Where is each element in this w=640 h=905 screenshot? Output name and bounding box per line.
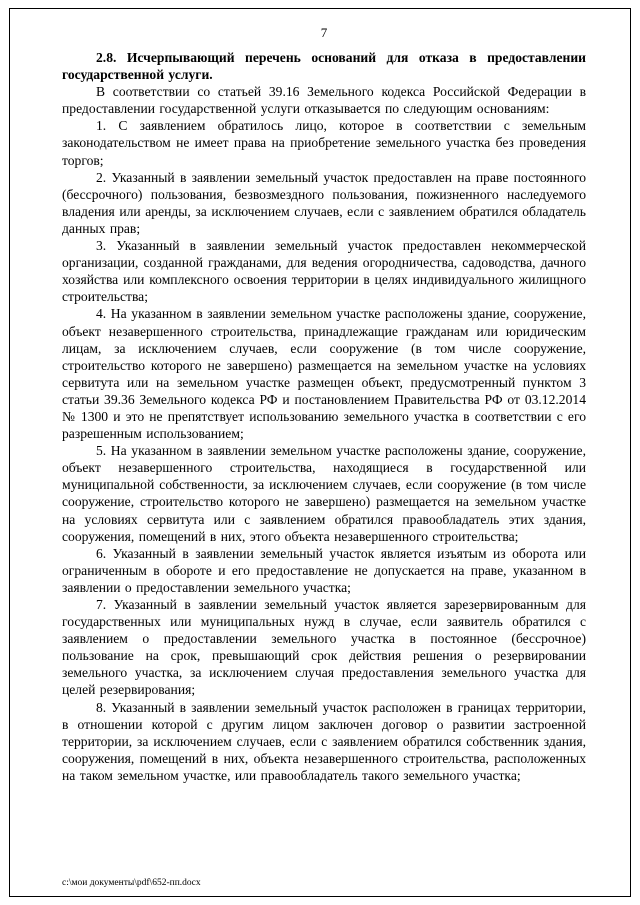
list-item-3: 3. Указанный в заявлении земельный участок предоставлен некоммерческой организации, созданной гражданами, для ведения огородничества, садоводства, дачного хозяйства или комплексного освоения территории в целях индивидуального жилищного строительства; <box>62 238 586 305</box>
document-body <box>62 49 586 784</box>
section-heading: 2.8. Исчерпывающий перечень оснований для отказа в предоставлении государственной услуги. <box>62 50 586 83</box>
intro-paragraph: В соответствии со статьей 39.16 Земельного кодекса Российской Федерации в предоставлении государственной услуги отказывается по следующим основаниям: <box>62 84 586 117</box>
list-item-2: 2. Указанный в заявлении земельный участок предоставлен на праве постоянного (бессрочного) пользования, безвозмездного пользования, пожизненного наследуемого владения или аренды, за исключением случаев, если с заявлением обратился обладатель данных прав; <box>62 169 586 236</box>
list-item-4: 4. На указанном в заявлении земельном участке расположены здание, сооружение, объект незавершенного строительства, принадлежащие гражданам или юридическим лицам, за исключением случаев, если сооружение (в том числе сооружение, строительство которого не завершено) размещается на земельном участке на условиях сервитута или на земельном участке размещен объект, предусмотренный пунктом 3 статьи 39.36 Земельного кодекса РФ и постановлением Правительства РФ от 03.12.2014 № 1300 и это не препятствует использованию земельного участка в соответствии с его разрешенным использованием; <box>62 306 586 442</box>
footer-file-path: с:\мои документы\pdf\652-пп.docx <box>62 878 201 888</box>
list-item-7: 7. Указанный в заявлении земельный участок является зарезервированным для государственных или муниципальных нужд в случае, если заявитель обратился с заявлением о предоставлении земельного участка в постоянное (бессрочное) пользование на срок, превышающий срок действия решения о резервировании земельного участка, за исключением случая предоставления земельного участка для целей резервирования; <box>62 597 586 698</box>
list-item-1: 1. С заявлением обратилось лицо, которое в соответствии с земельным законодательством не имеет права на приобретение земельного участка без проведения торгов; <box>62 118 586 168</box>
page-number: 7 <box>320 25 328 40</box>
page-border <box>9 8 631 897</box>
list-item-8: 8. Указанный в заявлении земельный участок расположен в границах территории, в отношении которой с другим лицом заключен договор о развитии застроенной территории, за исключением случаев, если с заявлением обратился собственник здания, сооружения, помещений в них, объекта незавершенного строительства, расположенных на таком земельном участке, или правообладатель такого земельного участка; <box>62 699 586 783</box>
list-item-6: 6. Указанный в заявлении земельный участок является изъятым из оборота или ограниченным в обороте и его предоставление не допускается на праве, указанном в заявлении о предоставлении земельного участка; <box>62 545 586 595</box>
list-item-5: 5. На указанном в заявлении земельном участке расположены здание, сооружение, объект незавершенного строительства, находящиеся в государственной или муниципальной собственности, за исключением случаев, если сооружение (в том числе сооружение, строительство которого не завершено) размещается на земельном участке на условиях сервитута или с заявлением обратился правообладатель этих здания, сооружения, помещений в них, этого объекта незавершенного строительства; <box>62 443 586 544</box>
